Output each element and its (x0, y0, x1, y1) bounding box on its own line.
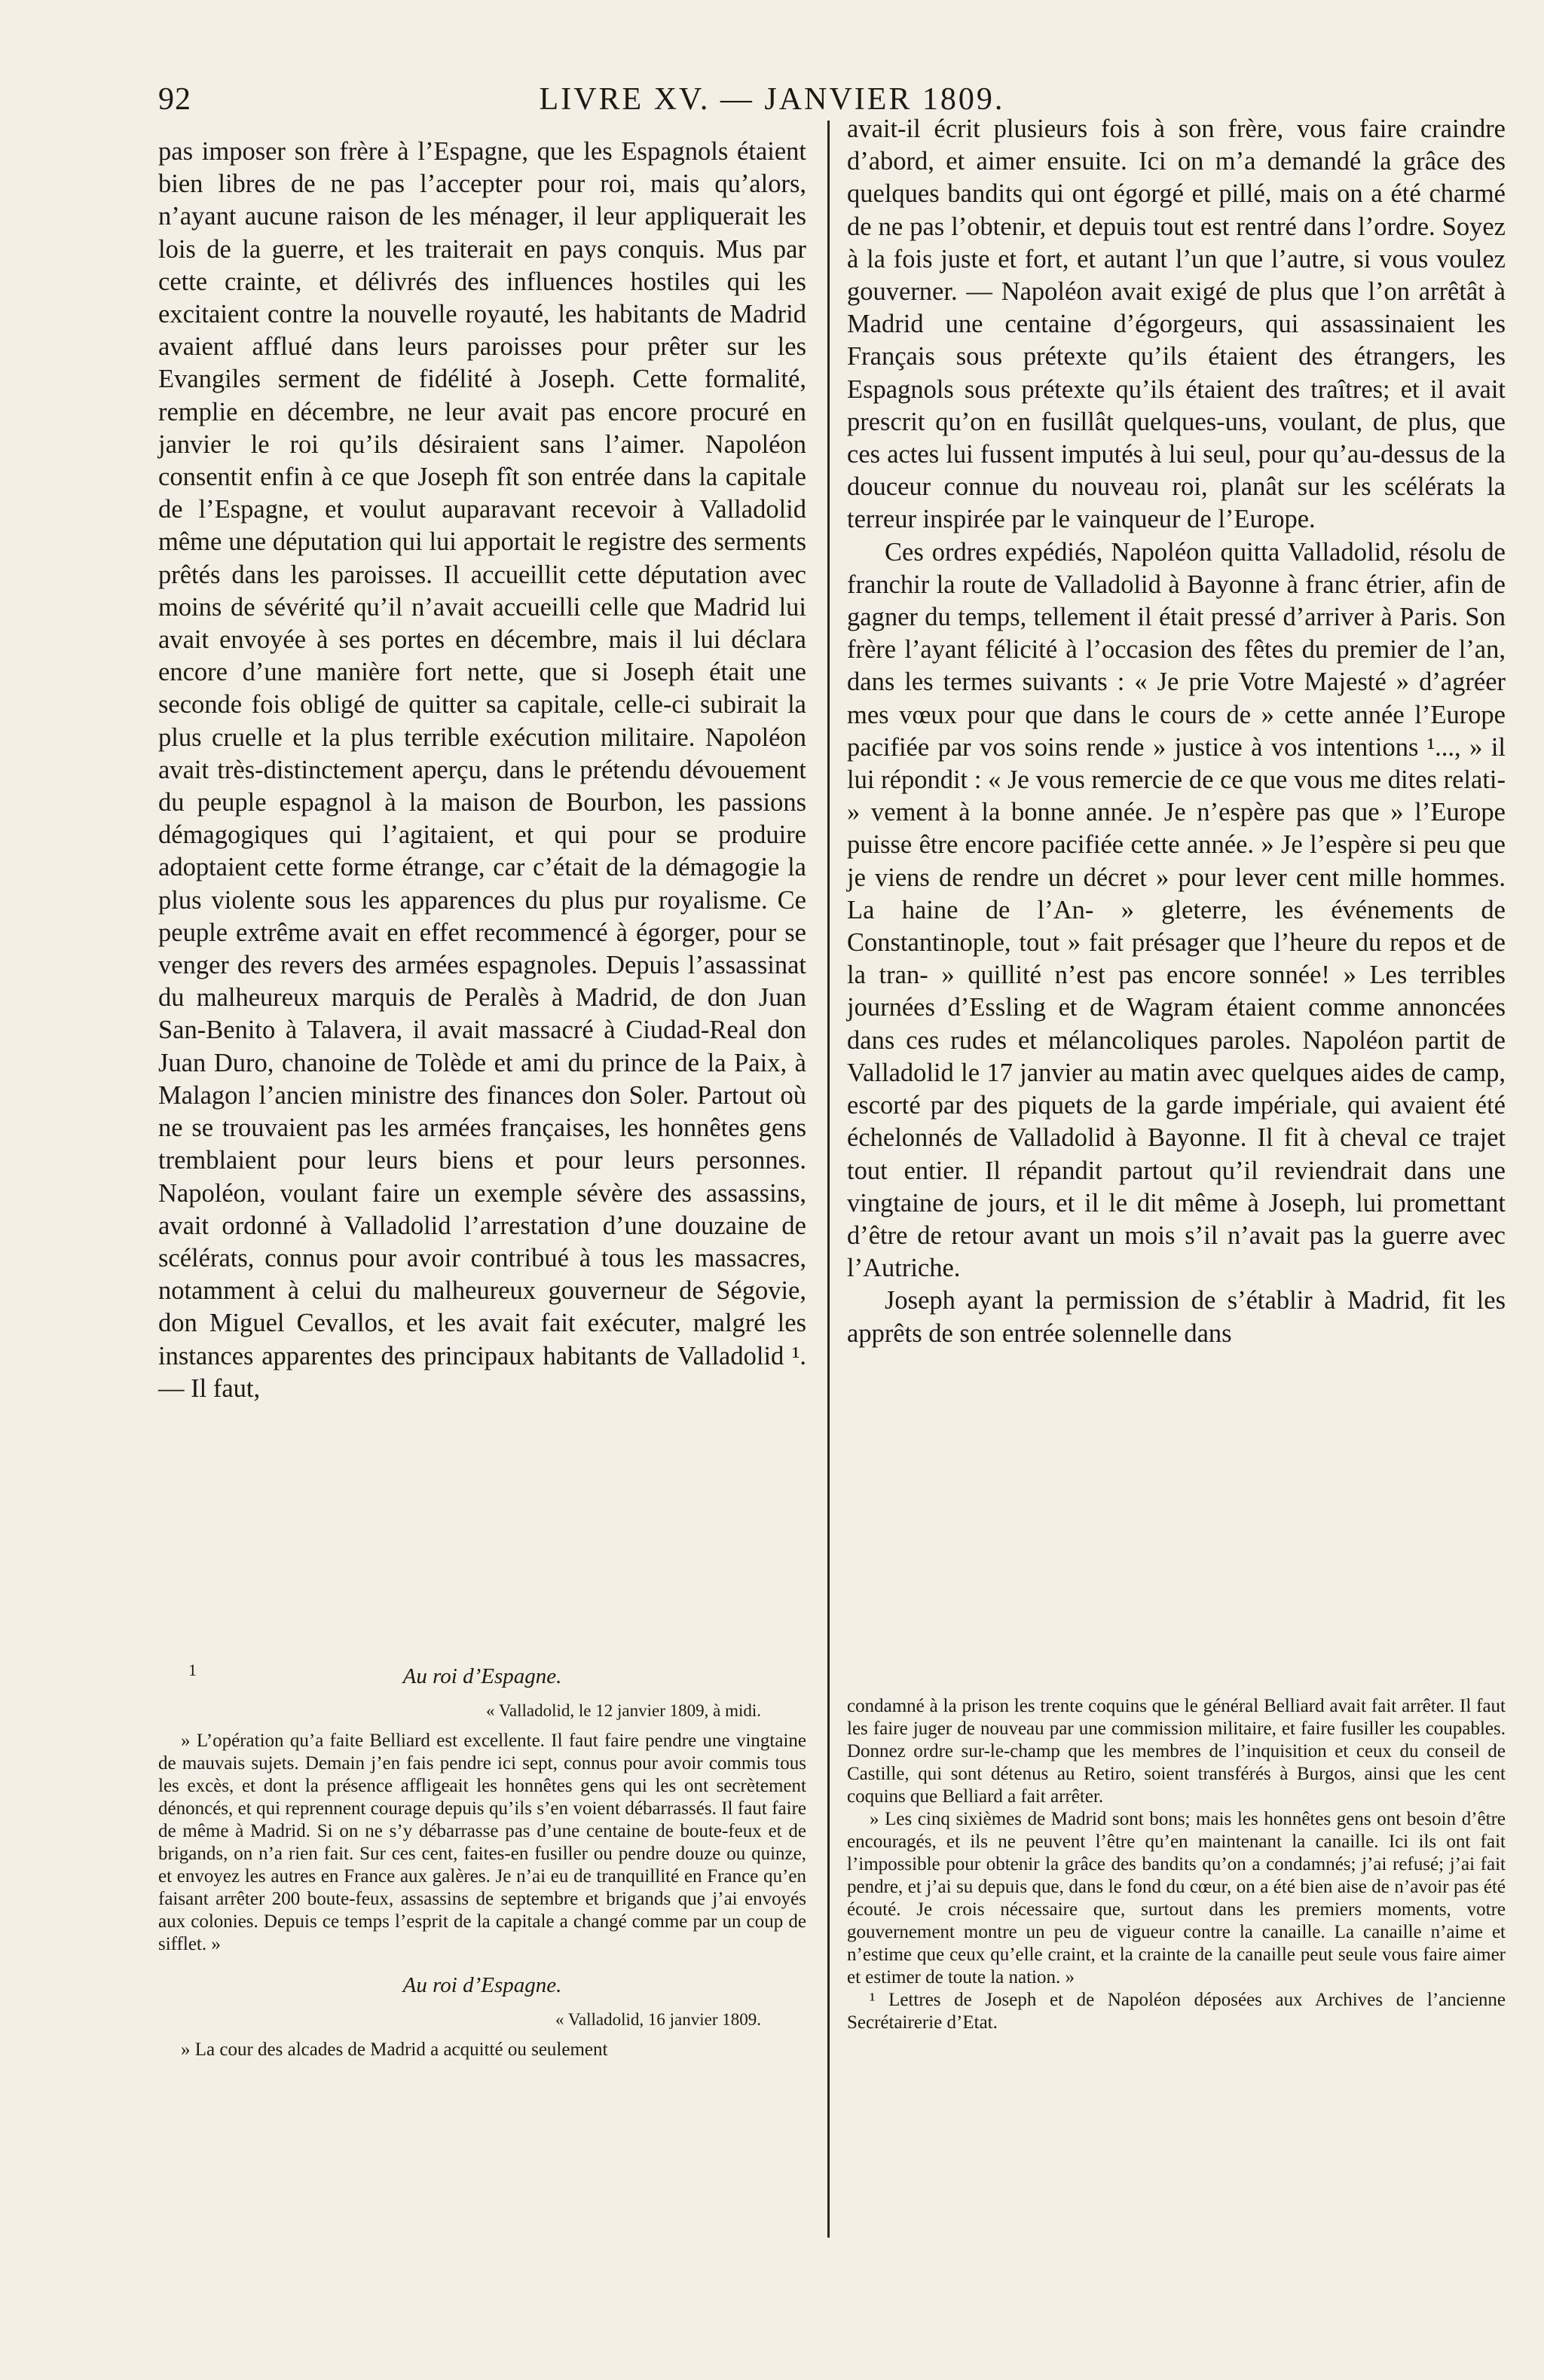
footnote-heading (158, 1661, 806, 1688)
running-title: LIVRE XV. — JANVIER 1809. (539, 82, 1005, 117)
letter-dateline: « Valladolid, le 12 janvier 1809, à midi. (486, 1701, 761, 1720)
column-divider (827, 121, 830, 2238)
letter-text: » L’opération qu’a faite Belliard est excellente. Il faut faire pendre une vingtaine de mauvais sujets. Demain j’en fais pendre ici sept, connus pour avoir commis tous les excès, et dont la présence affligeait les honnêtes gens qui les ont secrètement dénoncés, et qui reprennent courage depuis qu’ils s’en voient débarrassés. Il faut faire de même à Madrid. Si on ne s’y débarrasse pas d’une centaine de boute-feux et de brigands, on n’a rien fait. Sur ces cent, faites-en fusiller ou pendre douze ou quinze, et envoyez les autres en France aux galères. Je n’ai eu de tranquillité en France qu’en faisant arrêter 200 boute-feux, assassins de septembre et brigands que j’ai envoyés aux colonies. Depuis ce temps l’esprit de la capitale a changé comme par un coup de sifflet. » (158, 1731, 806, 1954)
footnote-marker: 1 (188, 1661, 197, 1679)
letter-dateline: « Valladolid, 16 janvier 1809. (555, 2010, 761, 2029)
footnote-paragraph: » Les cinq sixièmes de Madrid sont bons; mais les honnêtes gens ont besoin d’être encouragés, et ils ne peuvent l’être qu’en maintenant la canaille. Ici ils ont fait l’impossible pour obtenir la grâce des bandits qu’on a condamnés; j’ai refusé; j’ai fait pendre, et j’ai su depuis que, dans le fond du cœur, on a été bien aise de n’avoir pas été écouté. Je crois nécessaire que, surtout dans les premiers moments, votre gouvernement montre un peu de vigueur contre la canaille. La canaille n’aime et n’estime que ceux qu’elle craint, et la crainte de la canaille peut seule vous faire aimer et estimer de toute la nation. » (847, 1809, 1506, 1987)
footnote-heading (158, 1974, 806, 1997)
letter-title: Au roi d’Espagne. (402, 1973, 562, 1997)
body-paragraph: Ces ordres expédiés, Napoléon quitta Valladolid, résolu de franchir la route de Valladolid à Bayonne à franc étrier, afin de gagner du temps, tellement il était pressé d’arriver à Paris. Son frère l’ayant félicité à l’occasion des fêtes du premier de l’an, dans les termes suivants : « Je prie Votre Majesté » d’agréer mes vœux pour que dans le cours de » cette année l’Europe pacifiée par vos soins rende » justice à vos intentions ¹..., » il lui répondit : « Je vous remercie de ce que vous me dites relati- » vement à la bonne année. Je n’espère pas que » l’Europe puisse être encore pacifiée cette année. » Je l’espère si peu que je viens de rendre un décret » pour lever cent mille hommes. La haine de l’An- » gleterre, les événements de Constantinople, tout » fait présager que l’heure du repos et de la tran- » quillité n’est pas encore sonnée! » Les terribles journées d’Essling et de Wagram étaient comme annoncées dans ces rudes et mélancoliques paroles. Napoléon partit de Valladolid le 17 janvier au matin avec quelques aides de camp, escorté par des piquets de la garde impériale, qui avaient été échelonnés de Valladolid à Bayonne. Il fit à cheval ce trajet tout entier. Il répandit partout qu’il reviendrait dans une vingtaine de jours, et il le dit même à Joseph, lui promettant d’être de retour avant un mois s’il n’avait pas la guerre avec l’Autriche. (847, 537, 1506, 1283)
body-paragraph: pas imposer son frère à l’Espagne, que les Espagnols étaient bien libres de ne pas l’accepter pour roi, mais qu’alors, n’ayant aucune raison de les ménager, il leur appliquerait les lois de la guerre, et les traiterait en pays conquis. Mus par cette crainte, et délivrés des influences hostiles qui les excitaient contre la nouvelle royauté, les habitants de Madrid avaient afflué dans leurs paroisses pour prêter sur les Evangiles serment de fidélité à Joseph. Cette formalité, remplie en décembre, ne leur avait pas encore procuré en janvier le roi qu’ils désiraient sans l’aimer. Napoléon consentit enfin à ce que Joseph fît son entrée dans la capitale de l’Espagne, et voulut auparavant recevoir à Valladolid même une députation qui lui apportait le registre des serments prêtés dans les paroisses. Il accueillit cette députation avec moins de sévérité qu’il n’avait accueilli celle que Madrid lui avait envoyée à ses portes en décembre, mais il lui déclara encore d’une manière fort nette, que si Joseph était une seconde fois obligé de quitter sa capitale, celle-ci subirait la plus cruelle et la plus terrible exécution militaire. Napoléon avait très-distinctement aperçu, dans le prétendu dévouement du peuple espagnol à la maison de Bourbon, les passions démagogiques qui l’agitaient, et qui pour se produire adoptaient cette forme étrange, car c’était de la démagogie la plus violente sous les apparences du plus pur royalisme. Ce peuple extrême avait en effet recommencé à égorger, pour se venger des revers des armées espagnoles. Depuis l’assassinat du malheureux marquis de Peralès à Madrid, de don Juan San-Benito à Talavera, il avait massacré à Ciudad-Real don Juan Duro, chanoine de Tolède et ami du prince de la Paix, à Malagon l’ancien ministre des finances don Soler. Partout où ne se trouvaient pas les armées françaises, les honnêtes gens tremblaient pour leurs biens et pour leurs personnes. Napoléon, voulant faire un exemple sévère des assassins, avait ordonné à Valladolid l’arrestation d’une douzaine de scélérats, connus pour avoir contribué à tous les massacres, notamment à celui du malheureux gouverneur de Ségovie, don Miguel Cevallos, et les avait fait exécuter, malgré les instances apparentes des principaux habitants de Valladolid ¹. — Il faut, (158, 137, 806, 1403)
right-footnotes (847, 1695, 1506, 2034)
letter-text: » La cour des alcades de Madrid a acquitté ou seulement (181, 2039, 608, 2060)
right-column (847, 113, 1506, 1350)
body-paragraph: Joseph ayant la permission de s’établir à Madrid, fit les apprêts de son entrée solennelle dans (847, 1286, 1506, 1348)
left-footnotes (158, 1657, 806, 2061)
page-number: 92 (158, 82, 191, 117)
footnote-continuation: condamné à la prison les trente coquins que le général Belliard avait fait arrêter. Il faut les faire juger de nouveau par une commission militaire, et faire fusiller les coupables. Donnez ordre sur-le-champ que les membres de l’inquisition et ceux du conseil de Castille, qui sont détenus au Retiro, soient transférés à Burgos, ainsi que les cent coquins que Belliard a fait arrêter. (847, 1696, 1506, 1807)
letter-title: Au roi d’Espagne. (402, 1664, 562, 1688)
source-note: ¹ Lettres de Joseph et de Napoléon déposées aux Archives de l’ancienne Secrétairerie d’Etat. (847, 1990, 1506, 2033)
left-column (158, 136, 806, 1405)
body-paragraph: avait-il écrit plusieurs fois à son frère, vous faire craindre d’abord, et aimer ensuite. Ici on m’a demandé la grâce des quelques bandits qui ont égorgé et pillé, mais on a été charmé de ne pas l’obtenir, et depuis tout est rentré dans l’ordre. Soyez à la fois juste et fort, et autant l’un que l’autre, si vous voulez gouverner. — Napoléon avait exigé de plus que l’on arrêtât à Madrid une centaine d’égorgeurs, qui assassinaient les Français sous prétexte qu’ils étaient des étrangers, les Espagnols sous prétexte qu’ils étaient des traîtres; et il avait prescrit qu’on en fusillât quelques-uns, voulant, de plus, que ces actes lui fussent imputés à lui seul, pour qu’au-dessus de la douceur connue du nouveau roi, planât sur les scélérats la terreur inspirée par le vainqueur de l’Europe. (847, 115, 1506, 534)
